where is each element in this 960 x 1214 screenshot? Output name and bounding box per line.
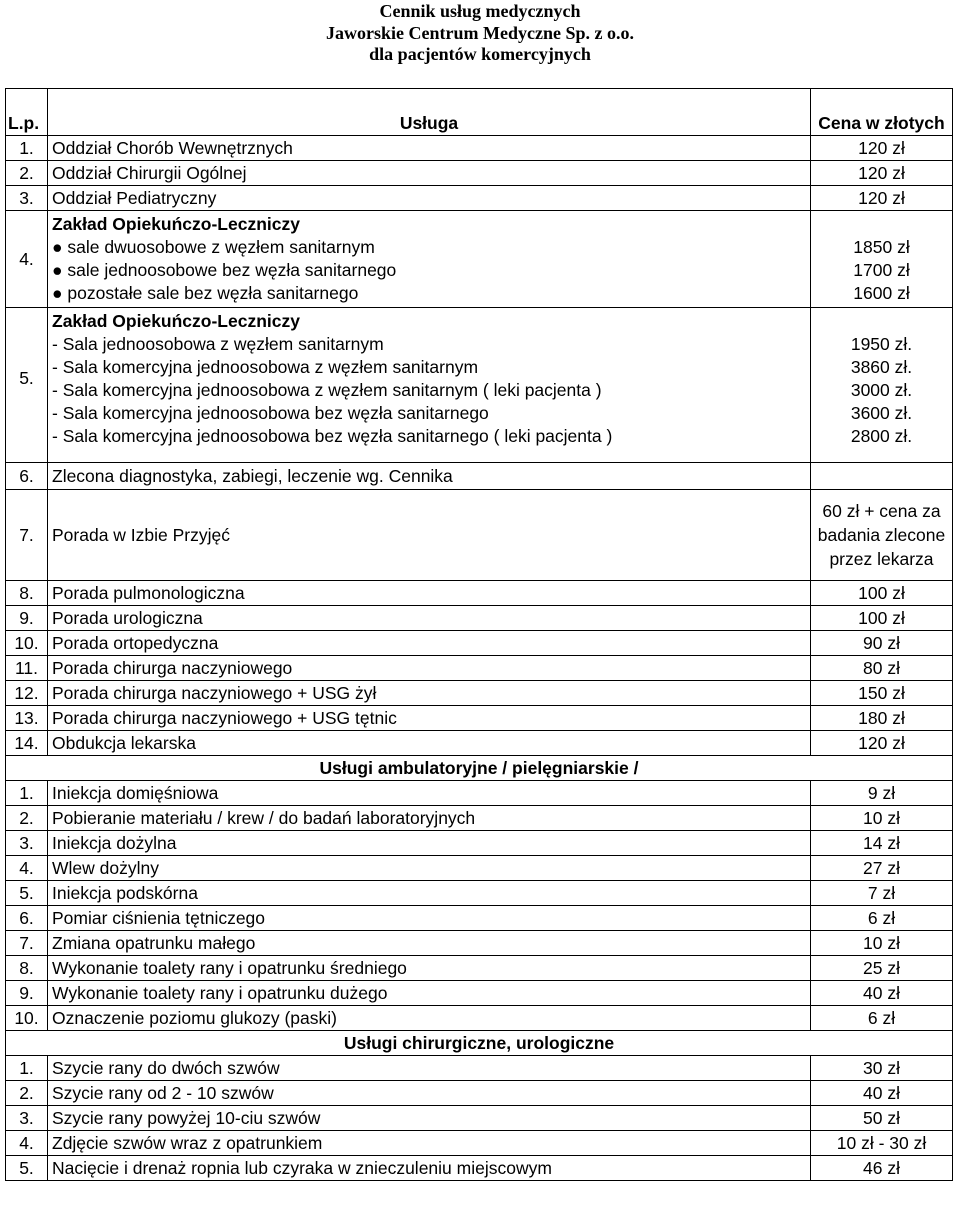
- row-number: 6.: [6, 463, 48, 490]
- service-price: 10 zł - 30 zł: [811, 1131, 953, 1156]
- service-name: Oddział Pediatryczny: [48, 186, 811, 211]
- table-row: [6, 1106, 953, 1131]
- row-number: 14.: [6, 731, 48, 756]
- service-price: 27 zł: [811, 856, 953, 881]
- service-item-price: 3000 zł.: [850, 380, 913, 400]
- service-name: Pomiar ciśnienia tętniczego: [48, 906, 811, 931]
- row-number: 5.: [6, 308, 48, 463]
- table-row: [6, 881, 953, 906]
- table-row: [6, 161, 953, 186]
- service-name: Zlecona diagnostyka, zabiegi, leczenie wg. Cennika: [48, 463, 811, 490]
- clinic-name: Jaworskie Centrum Medyczne Sp. z o.o.: [326, 23, 634, 43]
- service-price: 100 zł: [811, 581, 953, 606]
- row-number: 10.: [6, 631, 48, 656]
- table-row: [6, 706, 953, 731]
- table-row: [6, 681, 953, 706]
- table-row: [6, 1006, 953, 1031]
- service-price: [811, 463, 953, 490]
- service-name: Szycie rany powyżej 10-ciu szwów: [48, 1106, 811, 1131]
- service-name: Wlew dożylny: [48, 856, 811, 881]
- service-price: 6 zł: [811, 1006, 953, 1031]
- service-group: [48, 211, 811, 308]
- header-lp: L.p.: [6, 89, 48, 136]
- row-number: 9.: [6, 606, 48, 631]
- table-row-group: [6, 211, 953, 308]
- service-price: 150 zł: [811, 681, 953, 706]
- service-item: - Sala komercyjna jednoosobowa bez węzła sanitarnego ( leki pacjenta ): [52, 426, 613, 446]
- row-number: 10.: [6, 1006, 48, 1031]
- table-row: [6, 581, 953, 606]
- service-name: Zdjęcie szwów wraz z opatrunkiem: [48, 1131, 811, 1156]
- table-row: [6, 656, 953, 681]
- service-group: [48, 308, 811, 463]
- table-row: [6, 931, 953, 956]
- section-title: Usługi chirurgiczne, urologiczne: [6, 1031, 953, 1056]
- table-row: [6, 1081, 953, 1106]
- document-title: Cennik usług medycznych: [379, 1, 581, 21]
- service-item: - Sala jednoosobowa z węzłem sanitarnym: [52, 334, 384, 354]
- row-number: 4.: [6, 211, 48, 308]
- row-number: 13.: [6, 706, 48, 731]
- row-number: 1.: [6, 136, 48, 161]
- service-name: Wykonanie toalety rany i opatrunku średniego: [48, 956, 811, 981]
- row-number: 5.: [6, 1156, 48, 1181]
- service-name: Iniekcja podskórna: [48, 881, 811, 906]
- service-name: Zmiana opatrunku małego: [48, 931, 811, 956]
- service-name: Porada pulmonologiczna: [48, 581, 811, 606]
- row-number: 9.: [6, 981, 48, 1006]
- row-number: 3.: [6, 831, 48, 856]
- service-price: 120 zł: [811, 731, 953, 756]
- service-price: 6 zł: [811, 906, 953, 931]
- service-name: Obdukcja lekarska: [48, 731, 811, 756]
- table-row: [6, 731, 953, 756]
- spacer: [815, 213, 948, 236]
- row-number: 2.: [6, 806, 48, 831]
- table-row: [6, 463, 953, 490]
- price-table: [5, 88, 953, 1181]
- row-number: 8.: [6, 956, 48, 981]
- service-item-price: 3600 zł.: [850, 403, 913, 423]
- row-number: 12.: [6, 681, 48, 706]
- service-price: 10 zł: [811, 806, 953, 831]
- service-item: ● pozostałe sale bez węzła sanitarnego: [52, 283, 359, 303]
- service-item-price: 1950 zł.: [850, 334, 913, 354]
- service-item-price: 1600 zł: [853, 283, 910, 303]
- service-item-price: 1850 zł: [853, 237, 910, 257]
- service-item: - Sala komercyjna jednoosobowa z węzłem sanitarnym ( leki pacjenta ): [52, 380, 602, 400]
- spacer: [815, 310, 948, 333]
- table-row: [6, 631, 953, 656]
- service-price: 40 zł: [811, 981, 953, 1006]
- service-price: 90 zł: [811, 631, 953, 656]
- service-name: Wykonanie toalety rany i opatrunku dużego: [48, 981, 811, 1006]
- service-name: Iniekcja domięśniowa: [48, 781, 811, 806]
- service-name: Porada ortopedyczna: [48, 631, 811, 656]
- row-number: 5.: [6, 881, 48, 906]
- row-number: 7.: [6, 931, 48, 956]
- service-price-list: [811, 308, 953, 463]
- row-number: 8.: [6, 581, 48, 606]
- service-item: - Sala komercyjna jednoosobowa z węzłem sanitarnym: [52, 357, 479, 377]
- header-price: Cena w złotych: [811, 89, 953, 136]
- table-row: [6, 956, 953, 981]
- row-number: 2.: [6, 161, 48, 186]
- table-row: [6, 906, 953, 931]
- service-group-title: Zakład Opiekuńczo-Leczniczy: [52, 311, 300, 331]
- service-price: 120 zł: [811, 136, 953, 161]
- table-row: [6, 136, 953, 161]
- service-item: ● sale dwuosobowe z węzłem sanitarnym: [52, 237, 375, 257]
- table-row: [6, 831, 953, 856]
- service-price: 120 zł: [811, 161, 953, 186]
- service-name: Oddział Chirurgii Ogólnej: [48, 161, 811, 186]
- service-price: 120 zł: [811, 186, 953, 211]
- row-number: 6.: [6, 906, 48, 931]
- service-price: 14 zł: [811, 831, 953, 856]
- service-price: 7 zł: [811, 881, 953, 906]
- service-item: - Sala komercyjna jednoosobowa bez węzła sanitarnego: [52, 403, 489, 423]
- service-name: Szycie rany od 2 - 10 szwów: [48, 1081, 811, 1106]
- service-price: 100 zł: [811, 606, 953, 631]
- row-number: 2.: [6, 1081, 48, 1106]
- service-price: 80 zł: [811, 656, 953, 681]
- service-item: ● sale jednoosobowe bez węzła sanitarnego: [52, 260, 397, 280]
- service-item-price: 3860 zł.: [850, 357, 913, 377]
- row-number: 11.: [6, 656, 48, 681]
- row-number: 1.: [6, 781, 48, 806]
- service-name: Oznaczenie poziomu glukozy (paski): [48, 1006, 811, 1031]
- table-row: [6, 1156, 953, 1181]
- table-row: [6, 981, 953, 1006]
- service-price: 9 zł: [811, 781, 953, 806]
- section-title: Usługi ambulatoryjne / pielęgniarskie /: [6, 756, 953, 781]
- service-name: Porada chirurga naczyniowego: [48, 656, 811, 681]
- service-name: Porada w Izbie Przyjęć: [48, 490, 811, 581]
- service-price: 46 zł: [811, 1156, 953, 1181]
- row-number: 4.: [6, 1131, 48, 1156]
- table-row: [6, 490, 953, 581]
- service-name: Iniekcja dożylna: [48, 831, 811, 856]
- table-row: [6, 856, 953, 881]
- service-group-title: Zakład Opiekuńczo-Leczniczy: [52, 214, 300, 234]
- service-price: 30 zł: [811, 1056, 953, 1081]
- service-name: Nacięcie i drenaż ropnia lub czyraka w znieczuleniu miejscowym: [48, 1156, 811, 1181]
- table-row: [6, 1056, 953, 1081]
- service-name: Porada chirurga naczyniowego + USG żył: [48, 681, 811, 706]
- service-name: Porada urologiczna: [48, 606, 811, 631]
- service-name: Oddział Chorób Wewnętrznych: [48, 136, 811, 161]
- table-row: [6, 1131, 953, 1156]
- section-header-row: [6, 756, 953, 781]
- service-price: 60 zł + cena za badania zlecone przez lekarza: [811, 490, 953, 581]
- table-row: [6, 606, 953, 631]
- service-price: 50 zł: [811, 1106, 953, 1131]
- service-price-list: [811, 211, 953, 308]
- row-number: 7.: [6, 490, 48, 581]
- table-row: [6, 186, 953, 211]
- row-number: 3.: [6, 1106, 48, 1131]
- table-row: [6, 806, 953, 831]
- service-price: 25 zł: [811, 956, 953, 981]
- table-row-group: [6, 308, 953, 463]
- table-row: [6, 781, 953, 806]
- row-number: 3.: [6, 186, 48, 211]
- service-item-price: 1700 zł: [853, 260, 910, 280]
- service-price: 10 zł: [811, 931, 953, 956]
- document-subtitle: dla pacjentów komercyjnych: [369, 44, 591, 64]
- table-header-row: [6, 89, 953, 136]
- service-name: Pobieranie materiału / krew / do badań laboratoryjnych: [48, 806, 811, 831]
- service-name: Porada chirurga naczyniowego + USG tętnic: [48, 706, 811, 731]
- row-number: 1.: [6, 1056, 48, 1081]
- header-service: Usługa: [48, 89, 811, 136]
- service-price: 40 zł: [811, 1081, 953, 1106]
- service-name: Szycie rany do dwóch szwów: [48, 1056, 811, 1081]
- service-price: 180 zł: [811, 706, 953, 731]
- row-number: 4.: [6, 856, 48, 881]
- service-item-price: 2800 zł.: [850, 426, 913, 446]
- section-header-row: [6, 1031, 953, 1056]
